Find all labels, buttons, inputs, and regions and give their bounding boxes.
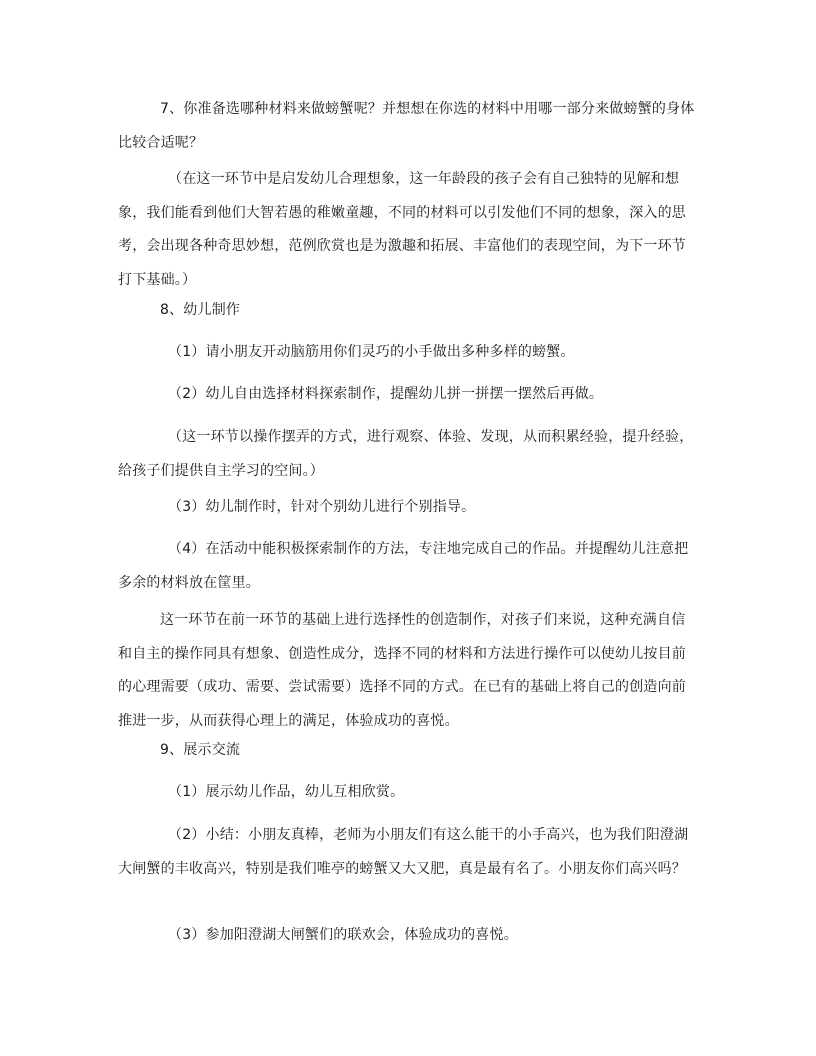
paragraph-step-7: 7、你准备选哪种材料来做螃蟹呢？并想想在你选的材料中用哪一部分来做螃蟹的身体比较合适呢？ bbox=[118, 101, 695, 151]
paragraph-step-8-2: （2）幼儿自由选择材料探索制作，提醒幼儿拼一拼摆一摆然后再做。 bbox=[168, 386, 604, 402]
paragraph-step-9-1: （1）展示幼儿作品，幼儿互相欣赏。 bbox=[168, 784, 405, 800]
paragraph-step-9-3: （3）参加阳澄湖大闸蟹们的联欢会，体验成功的喜悦。 bbox=[168, 927, 518, 943]
paragraph-step-8-4: （4）在活动中能积极探索制作的方法，专注地完成自己的作品。并提醒幼儿注意把多余的材料放在筐里。 bbox=[118, 541, 689, 591]
paragraph-note-imagination: （在这一环节中是启发幼儿合理想象，这一年龄段的孩子会有自己独特的见解和想象，我们能看到他们大智若愚的稚嫩童趣，不同的材料可以引发他们不同的想象，深入的思考，会出现各种奇思妙想，范例欣赏也是为激趣和拓展、丰富他们的表现空间，为下一环节打下基础。） bbox=[118, 171, 686, 288]
paragraph-summary: 这一环节在前一环节的基础上进行选择性的创造制作，对孩子们来说，这种充满自信和自主的操作同具有想象、创造性成分，选择不同的材料和方法进行操作可以使幼儿按目前的心理需要（成功、需要、尝试需要）选择不同的方式。在已有的基础上将自己的创造向前推进一步，从而获得心理上的满足，体验成功的喜悦。 bbox=[118, 612, 686, 729]
paragraph-step-9-2: （2）小结：小朋友真棒，老师为小朋友们有这么能干的小手高兴，也为我们阳澄湖大闸蟹的丰收高兴，特别是我们唯亭的螃蟹又大又肥，真是最有名了。小朋友你们高兴吗？ bbox=[118, 827, 689, 877]
paragraph-step-8-3: （3）幼儿制作时，针对个别幼儿进行个别指导。 bbox=[168, 499, 476, 515]
paragraph-step-9-heading: 9、展示交流 bbox=[160, 742, 241, 758]
paragraph-step-8-heading: 8、幼儿制作 bbox=[160, 302, 241, 318]
paragraph-note-operation: （这一环节以操作摆弄的方式，进行观察、体验、发现，从而积累经验，提升经验，给孩子们提供自主学习的空间。） bbox=[118, 429, 694, 479]
paragraph-step-8-1: （1）请小朋友开动脑筋用你们灵巧的小手做出多种多样的螃蟹。 bbox=[168, 344, 575, 360]
